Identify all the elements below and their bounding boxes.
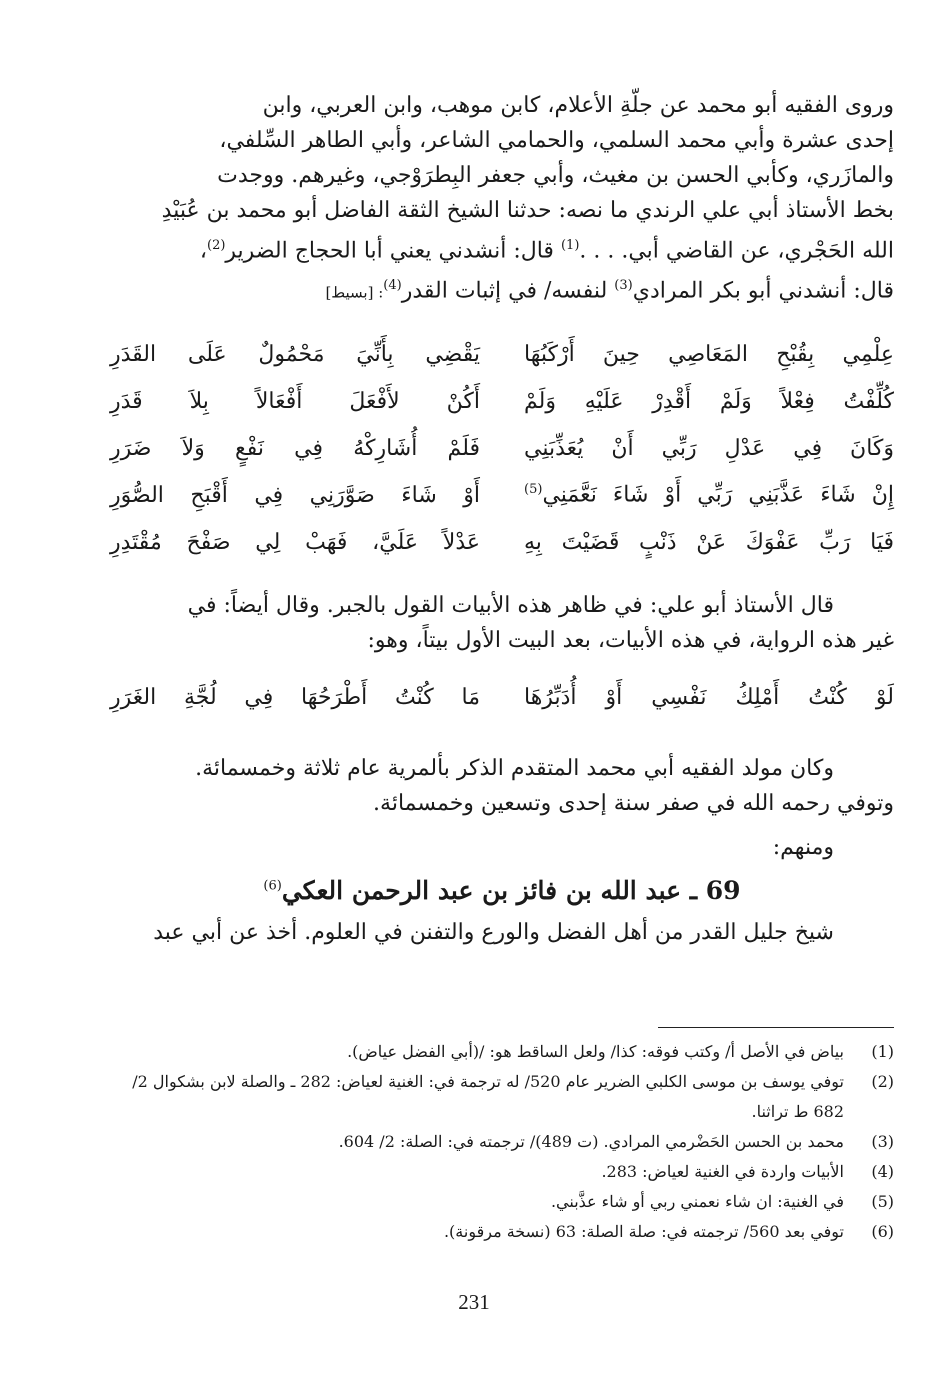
verse-second-hemistich: مَا كُنْتُ أَطْرَحُهَا فِي لُجَّةِ الغَرَرِ	[110, 684, 480, 710]
verse-row	[110, 378, 894, 425]
footnote	[110, 1157, 894, 1187]
poem	[110, 331, 894, 566]
footnote-number: (6)	[871, 1222, 894, 1241]
commentary-line: قال الأستاذ أبو علي: في ظاهر هذه الأبيات القول بالجبر. وقال أيضاً: في	[187, 592, 834, 618]
footnote-text: في الغنية: ان شاء نعمني ربي أو شاء عذَّبني.	[550, 1192, 844, 1211]
footnote-number: (5)	[871, 1192, 894, 1211]
verse-first-hemistich: كُلِّفْتُ فِعْلاً وَلَمْ أَقْدِرْ عَلَيْهِ وَلَمْ	[524, 388, 894, 414]
entry-heading	[110, 876, 894, 905]
verse-row	[110, 425, 894, 472]
footnote-number: (3)	[871, 1132, 894, 1151]
commentary-paragraph	[110, 588, 894, 658]
intro-text: لنفسه/ في إثبات القدر	[401, 278, 608, 304]
closing-paragraph	[110, 751, 894, 821]
footnote	[110, 1067, 894, 1127]
footnote-ref-5: (5)	[524, 482, 543, 498]
footnote-divider	[658, 1027, 894, 1028]
footnote-ref-4: (4)	[383, 278, 402, 294]
footnote	[110, 1187, 894, 1217]
intro-line: بخط الأستاذ أبي علي الرندي ما نصه: حدثنا الشيخ الثقة الفاضل أبو محمد بن عُبَيْدِ	[161, 198, 894, 223]
intro-line	[110, 268, 894, 310]
footnote-text: بياض في الأصل أ/ وكتب فوقه: كذا/ ولعل الساقط هو: /(أبي الفضل عياض).	[347, 1042, 844, 1061]
bio-line: شيخ جليل القدر من أهل الفضل والورع والتفنن في العلوم. أخذ عن أبي عبد	[153, 919, 834, 945]
comma: ،	[199, 238, 207, 264]
footnote-text: توفي بعد 560/ ترجمته في: صلة الصلة: 63 (نسخة مرقونة).	[443, 1222, 844, 1241]
intro-line: إحدى عشرة وأبي محمد السلمي، والحمامي الشاعر، وأبي الطاهر السِّلفي،	[219, 128, 894, 153]
footnote-number: (4)	[871, 1162, 894, 1181]
intro-line	[110, 228, 894, 268]
verse-text: إِنْ شَاءَ عَذَّبَنِي رَبِّي أَوْ شَاءَ نَعَّمَنِي	[542, 482, 894, 508]
intro-text: قال: أنشدني أبو بكر المرادي	[632, 278, 894, 304]
intro-text: الله الحَجْري، عن القاضي أبي. . . .	[579, 238, 894, 264]
verse-row	[110, 519, 894, 566]
footnotes	[110, 1037, 894, 1247]
verse-first-hemistich	[524, 482, 894, 507]
verse-second-hemistich: عَدْلاً عَلَيَّ، فَهَبْ لِي صَفْحَ مُقْتَدِرِ	[110, 529, 480, 555]
verse-row	[110, 331, 894, 378]
verse-second-hemistich: أَكُنْ لأَفْعَلَ أَفْعَالاً بِلاَ قَدَرِ	[110, 388, 480, 414]
footnote-text: محمد بن الحسن الحَضْرمي المرادي. (ت 489)/ ترجمته في: الصلة: 2/ 604.	[338, 1132, 844, 1151]
footnote	[110, 1127, 894, 1157]
bio-paragraph	[110, 915, 894, 950]
verse-first-hemistich: وَكَانَ فِي عَدْلِ رَبِّي أَنْ يُعَذِّبَنِي	[524, 435, 894, 461]
verse-first-hemistich: عِلْمِي بِقُبْحِ المَعَاصِي حِينَ أَرْكَبُهَا	[524, 341, 894, 367]
footnote-text: توفي يوسف بن موسى الكلبي الضرير عام 520/ له ترجمة في: الغنية لعياض: 282 ـ والصلة لابن بشكوال 2/ 682 ط تراثنا.	[132, 1072, 844, 1121]
intro-text: قال: أنشدني يعني أبا الحجاج الضرير	[225, 238, 554, 264]
page-body	[110, 88, 894, 950]
footnote-ref-2: (2)	[206, 238, 226, 253]
page-number: 231	[458, 1290, 490, 1314]
minhum-text: ومنهم:	[772, 834, 834, 860]
intro-line: والمازَري، وكأبي الحسن بن مغيث، وأبي جعفر البِطرَوْجي، وغيرهم. ووجدت	[217, 163, 894, 188]
footnote-ref-3: (3)	[614, 278, 633, 294]
verse-second-hemistich: يَقْضِي بِأَنِّيَ مَحْمُولٌ عَلَى القَدَرِ	[110, 341, 480, 367]
footnote-ref-6: (6)	[263, 878, 282, 894]
footnote-number: (1)	[871, 1042, 894, 1061]
footnote	[110, 1037, 894, 1067]
verse-second-hemistich: فَلَمْ أُشَارِكْهُ فِي نَفْعٍ وَلاَ ضَرَرِ	[110, 435, 480, 461]
footnote	[110, 1217, 894, 1247]
commentary-line: غير هذه الرواية، في هذه الأبيات، بعد البيت الأول بيتاً، وهو:	[367, 627, 894, 653]
intro-paragraph	[110, 88, 894, 311]
verse-first-hemistich: فَيَا رَبِّ عَفْوَكَ عَنْ ذَنْبٍ قَضَيْتَ بِهِ	[524, 529, 894, 555]
extra-verse	[110, 674, 894, 721]
verse-second-hemistich: أَوْ شَاءَ صَوَّرَنِي فِي أَقْبَحِ الصُّوَرِ	[110, 482, 480, 508]
closing-line: وتوفي رحمه الله في صفر سنة إحدى وتسعين وخمسمائة.	[373, 790, 894, 816]
closing-line: وكان مولد الفقيه أبي محمد المتقدم الذكر بألمرية عام ثلاثة وخمسمائة.	[195, 755, 834, 781]
footnote-number: (2)	[871, 1072, 894, 1091]
intro-line: وروى الفقيه أبو محمد عن جلّةِ الأعلام، كابن موهب، وابن العربي، وابن	[262, 93, 894, 118]
verse-first-hemistich: لَوْ كُنْتُ أَمْلِكُ نَفْسِي أَوْ أُدَبِّرُهَا	[524, 684, 894, 710]
footnote-ref-1: (1)	[560, 238, 580, 253]
meter-label: : [بسيط]	[325, 283, 384, 302]
verse-row	[110, 472, 894, 519]
heading-text: 69 ـ عبد الله بن فائز بن عبد الرحمن العكي	[281, 875, 741, 905]
footnote-text: الأبيات واردة في الغنية لعياض: 283.	[601, 1162, 844, 1181]
